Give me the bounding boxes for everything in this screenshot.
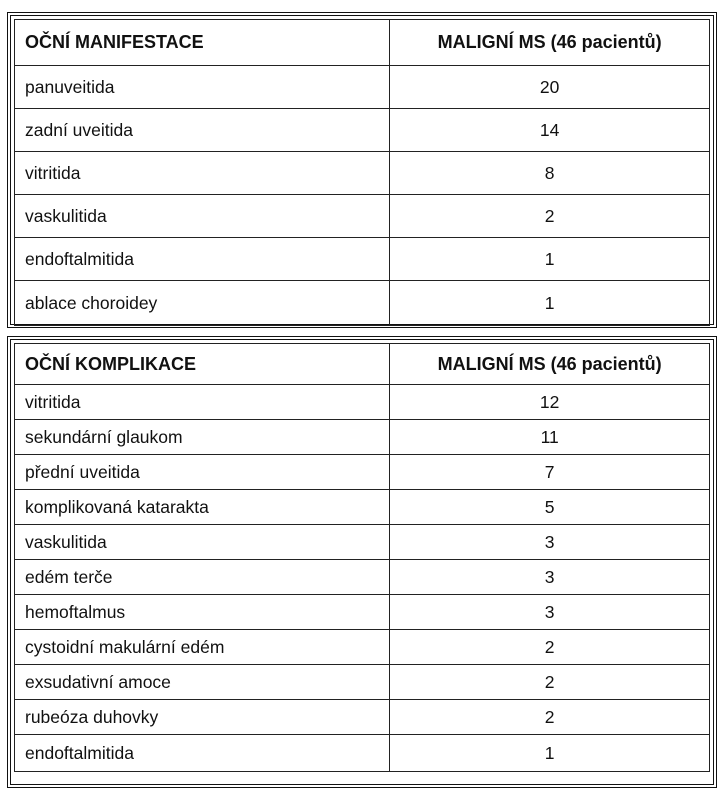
row-value: 8 <box>390 152 710 195</box>
row-label: exsudativní amoce <box>15 665 390 700</box>
row-value: 5 <box>390 490 710 525</box>
row-label: cystoidní makulární edém <box>15 630 390 665</box>
row-value: 3 <box>390 595 710 630</box>
ocular-complications-table-frame <box>7 336 717 788</box>
table-row <box>15 420 710 455</box>
row-value: 1 <box>390 238 710 281</box>
table-header-row <box>15 344 710 385</box>
table-row <box>15 630 710 665</box>
row-value: 11 <box>390 420 710 455</box>
row-label: sekundární glaukom <box>15 420 390 455</box>
row-label: vitritida <box>15 152 390 195</box>
row-label: zadní uveitida <box>15 109 390 152</box>
table-row <box>15 281 710 326</box>
table-row <box>15 195 710 238</box>
table-row <box>15 560 710 595</box>
row-label: hemoftalmus <box>15 595 390 630</box>
row-value: 2 <box>390 195 710 238</box>
row-value: 20 <box>390 66 710 109</box>
table-header-row <box>15 20 710 66</box>
row-value: 3 <box>390 560 710 595</box>
row-value: 12 <box>390 385 710 420</box>
row-label: vitritida <box>15 385 390 420</box>
row-value: 2 <box>390 665 710 700</box>
ocular-manifestations-table-frame <box>7 12 717 328</box>
row-label: edém terče <box>15 560 390 595</box>
row-label: endoftalmitida <box>15 238 390 281</box>
row-value: 1 <box>390 281 710 326</box>
row-label: ablace choroidey <box>15 281 390 326</box>
table-row <box>15 700 710 735</box>
table-row <box>15 490 710 525</box>
table-row <box>15 735 710 772</box>
row-label: endoftalmitida <box>15 735 390 772</box>
row-value: 7 <box>390 455 710 490</box>
column-header-malignant-ms: MALIGNÍ MS (46 pacientů) <box>390 344 710 385</box>
row-label: vaskulitida <box>15 195 390 238</box>
row-value: 3 <box>390 525 710 560</box>
column-header-manifestation: OČNÍ MANIFESTACE <box>15 20 390 66</box>
row-value: 2 <box>390 630 710 665</box>
table-row <box>15 455 710 490</box>
table-row <box>15 385 710 420</box>
row-label: panuveitida <box>15 66 390 109</box>
table-row <box>15 109 710 152</box>
row-value: 1 <box>390 735 710 772</box>
row-label: přední uveitida <box>15 455 390 490</box>
row-label: vaskulitida <box>15 525 390 560</box>
table-row <box>15 665 710 700</box>
ocular-manifestations-table <box>14 19 710 326</box>
table-row <box>15 238 710 281</box>
row-value: 2 <box>390 700 710 735</box>
table-row <box>15 152 710 195</box>
row-label: komplikovaná katarakta <box>15 490 390 525</box>
column-header-complication: OČNÍ KOMPLIKACE <box>15 344 390 385</box>
column-header-malignant-ms: MALIGNÍ MS (46 pacientů) <box>390 20 710 66</box>
table-row <box>15 595 710 630</box>
row-label: rubeóza duhovky <box>15 700 390 735</box>
row-value: 14 <box>390 109 710 152</box>
table-row <box>15 66 710 109</box>
table-row <box>15 525 710 560</box>
ocular-complications-table <box>14 343 710 772</box>
